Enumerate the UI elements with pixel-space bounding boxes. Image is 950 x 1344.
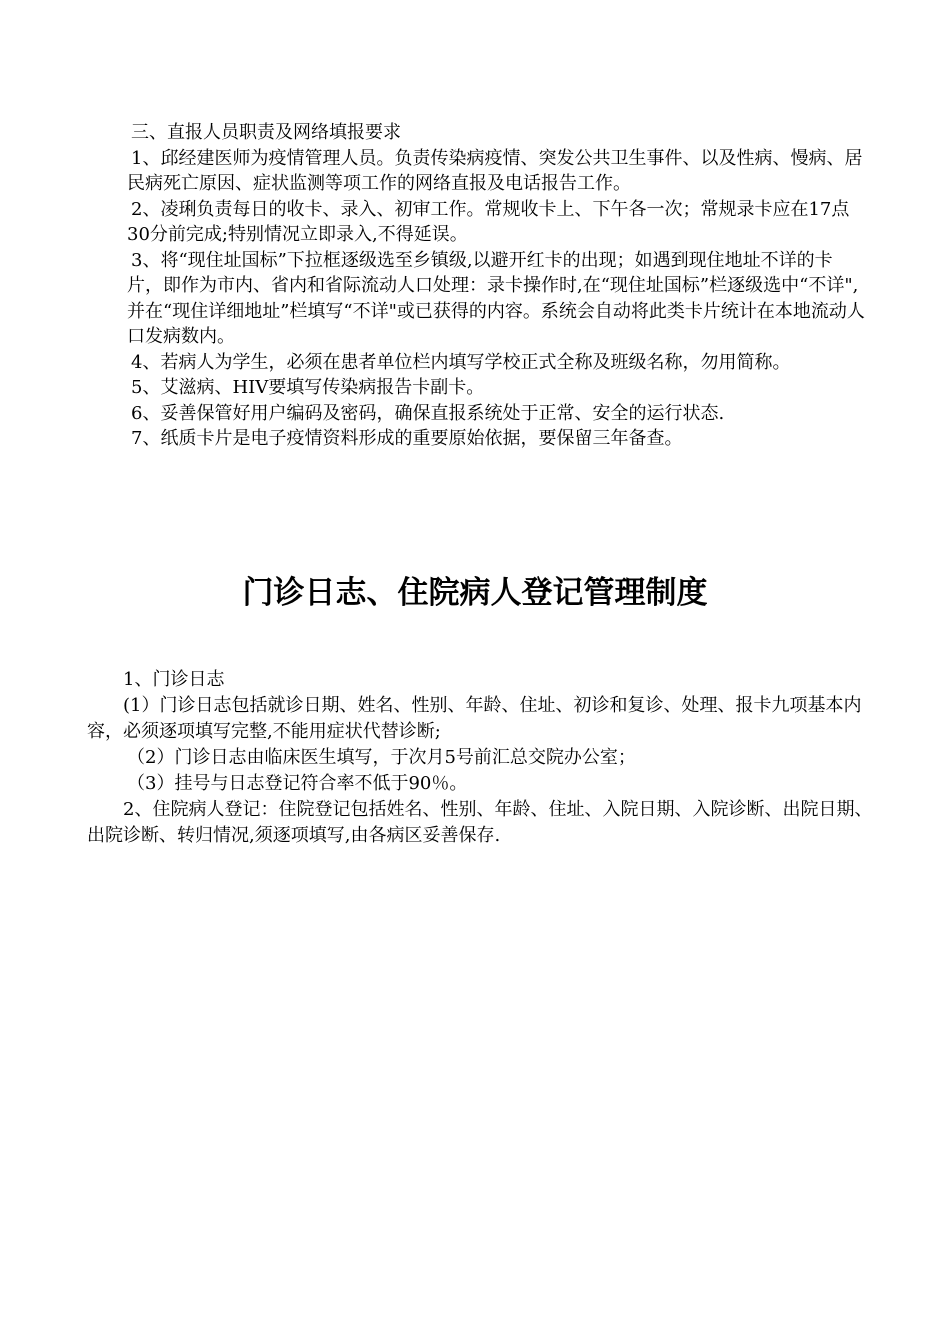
outpatient-item-3: （2）门诊日志由临床医生填写，于次月5号前汇总交院办公室；	[127, 747, 636, 768]
duty-item-2: 2、凌琍负责每日的收卡、录入、初审工作。常规收卡上、下午各一次；常规录卡应在17点30分前完成;特别情况立即录入,不得延误。	[127, 198, 850, 245]
duty-item-4: 4、若病人为学生，必须在患者单位栏内填写学校正式全称及班级名称，勿用简称。	[131, 351, 791, 373]
duty-item-1: 1、邱经建医师为疫情管理人员。负责传染病疫情、突发公共卫生事件、以及性病、慢病、居民病死亡原因、症状监测等项工作的网络直报及电话报告工作。	[127, 147, 863, 194]
duty-item-7: 7、纸质卡片是电子疫情资料形成的重要原始依据，要保留三年备查。	[131, 428, 683, 449]
outpatient-item-4: （3）挂号与日志登记符合率不低于90％。	[127, 773, 468, 794]
reporter-duties-section	[127, 120, 867, 452]
inpatient-item: 2、住院病人登记：住院登记包括姓名、性别、年龄、住址、入院日期、入院诊断、出院日期、出院诊断、转归情况,须逐项填写,由各病区妥善保存.	[87, 799, 873, 846]
outpatient-item-1: 1、门诊日志	[123, 669, 225, 690]
duty-item-5: 5、艾滋病、HIV要填写传染病报告卡副卡。	[131, 377, 485, 398]
section-heading: 三、直报人员职责及网络填报要求	[131, 122, 401, 143]
outpatient-item-2: (1）门诊日志包括就诊日期、姓名、性别、年龄、住址、初诊和复诊、处理、报卡九项基本内容，必须逐项填写完整,不能用症状代替诊断;	[87, 695, 862, 742]
outpatient-log-section	[87, 667, 877, 849]
page-title: 门诊日志、住院病人登记管理制度	[242, 575, 708, 611]
duty-item-3: 3、将“现住址国标”下拉框逐级选至乡镇级,以避开红卡的出现；如遇到现住地址不详的卡片，即作为市内、省内和省际流动人口处理：录卡操作时,在“现住址国标”栏逐级选中“不详",并在“现住详细地址”栏填写“不详"或已获得的内容。系统会自动将此类卡片统计在本地流动人口发病数内。	[127, 249, 865, 347]
duty-item-6: 6、妥善保管好用户编码及密码，确保直报系统处于正常、安全的运行状态.	[131, 402, 725, 424]
